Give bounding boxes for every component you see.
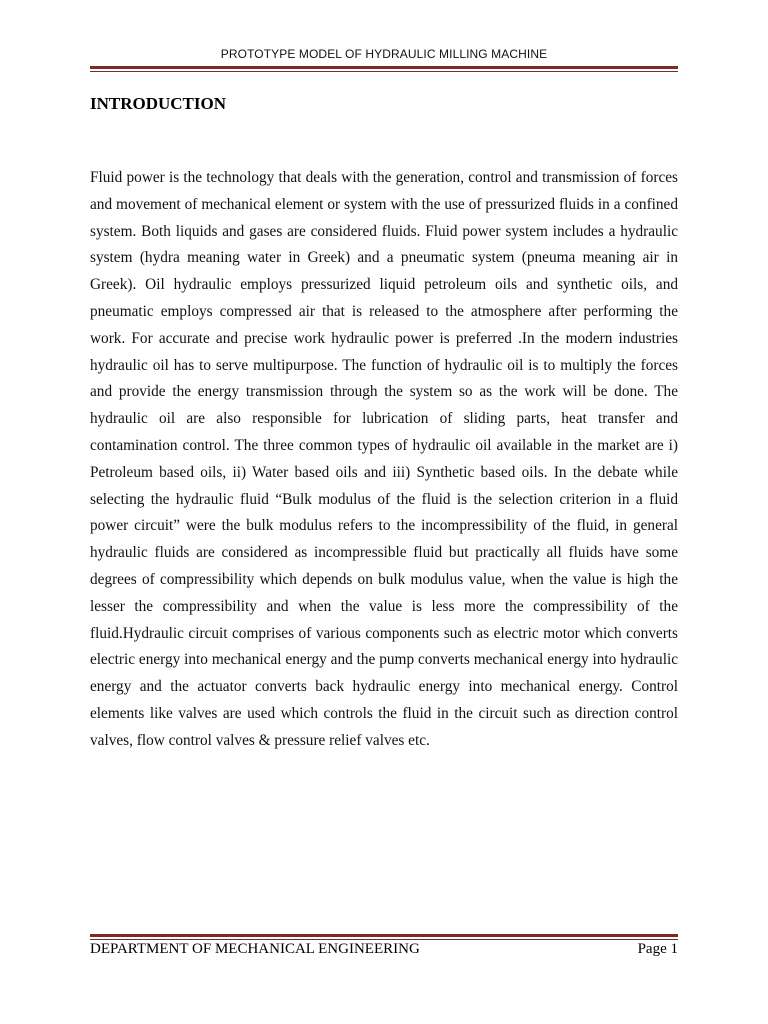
footer-rule-thick <box>90 934 678 937</box>
footer-department: DEPARTMENT OF MECHANICAL ENGINEERING <box>90 941 420 957</box>
running-header-title: PROTOTYPE MODEL OF HYDRAULIC MILLING MACHINE <box>220 47 548 61</box>
section-heading: INTRODUCTION <box>90 94 227 113</box>
body-paragraph: Fluid power is the technology that deals with the generation, control and transmission of forces and movement of mechanical element or system with the use of pressurized fluids in a confined system. Both liquids and gases are considered fluids. Fluid power system includes a hydraulic system (hydra meaning water in Greek) and a pneumatic system (pneuma meaning air in Greek). Oil hydraulic employs pressurized liquid petroleum oils and synthetic oils, and pneumatic employs compressed air that is released to the atmosphere after performing the work. For accurate and precise work hydraulic power is preferred .In the modern industries hydraulic oil has to serve multipurpose. The function of hydraulic oil is to multiply the forces and provide the energy transmission through the system so as the work will be done. The hydraulic oil are also responsible for lubrication of sliding parts, heat transfer and contamination control. The three common types of hydraulic oil available in the market are i) Petroleum based oils, ii) Water based oils and iii) Synthetic based oils. In the debate while selecting the hydraulic fluid “Bulk modulus of the fluid is the selection criterion in a fluid power circuit” were the bulk modulus refers to the incompressibility of the fluid, in general hydraulic fluids are considered as incompressible fluid but practically all fluids have some degrees of compressibility which depends on bulk modulus value, when the value is high the lesser the compressibility and when the value is less more the compressibility of the fluid.Hydraulic circuit comprises of various components such as electric motor which converts electric energy into mechanical energy and the pump converts mechanical energy into hydraulic energy and the actuator converts back hydraulic energy into mechanical energy. Control elements like valves are used which controls the fluid in the circuit such as direction control valves, flow control valves & pressure relief valves etc. <box>90 169 678 749</box>
header-rule-thick <box>90 66 678 69</box>
header-rule-thin <box>90 71 678 72</box>
footer-rule-thin <box>90 939 678 940</box>
footer-page-number: Page 1 <box>637 941 678 957</box>
